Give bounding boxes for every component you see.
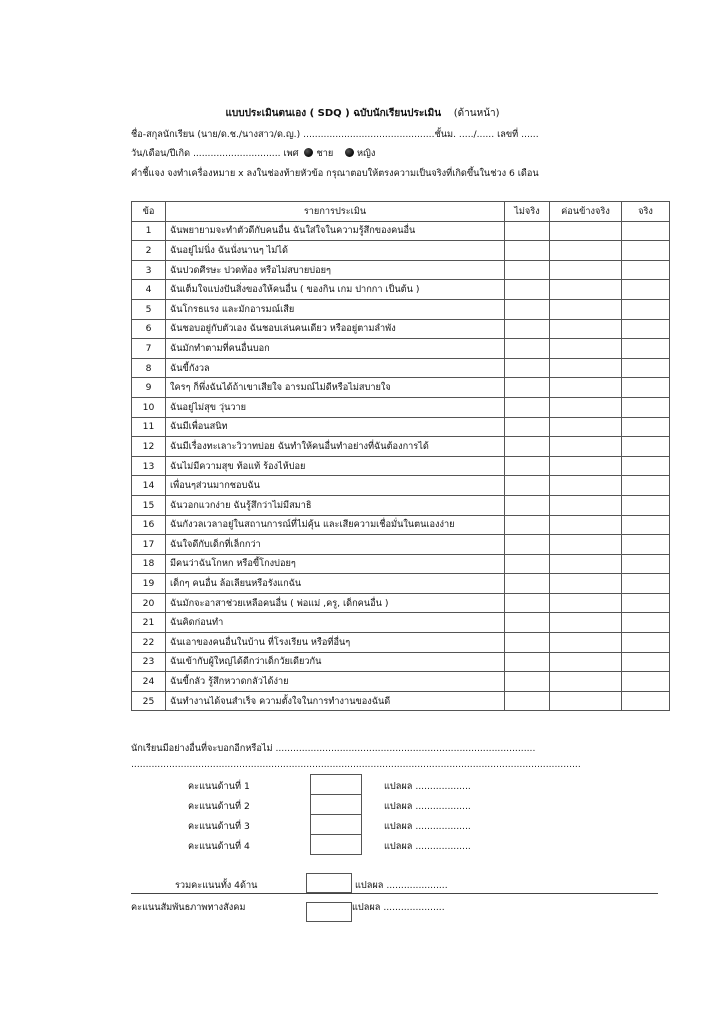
item-number: 11 bbox=[132, 417, 166, 437]
header-true: จริง bbox=[622, 202, 670, 222]
item-text: มีคนว่าฉันโกหก หรือขี้โกงบ่อยๆ bbox=[166, 554, 505, 574]
item-text: ฉันมักทำตามที่คนอื่นบอก bbox=[166, 339, 505, 359]
answer-not-true-cell[interactable] bbox=[505, 515, 550, 535]
answer-somewhat-true-cell[interactable] bbox=[550, 358, 622, 378]
item-text: ฉันเต็มใจแบ่งปันสิ่งของให้คนอื่น ( ของกิน เกม ปากกา เป็นต้น ) bbox=[166, 280, 505, 300]
item-text: ฉันชอบอยู่กับตัวเอง ฉันชอบเล่นคนเดียว หรืออยู่ตามลำพัง bbox=[166, 319, 505, 339]
header-somewhat-true: ค่อนข้างจริง bbox=[550, 202, 622, 222]
table-row bbox=[132, 260, 670, 280]
item-number: 14 bbox=[132, 476, 166, 496]
answer-somewhat-true-cell[interactable] bbox=[550, 476, 622, 496]
table-row bbox=[132, 339, 670, 359]
answer-somewhat-true-cell[interactable] bbox=[550, 633, 622, 653]
item-text: ฉันปวดศีรษะ ปวดท้อง หรือไม่สบายบ่อยๆ bbox=[166, 260, 505, 280]
male-label: ชาย bbox=[316, 148, 334, 159]
table-row bbox=[132, 241, 670, 261]
item-number: 12 bbox=[132, 437, 166, 457]
score-box-3[interactable] bbox=[310, 814, 362, 835]
item-number: 20 bbox=[132, 593, 166, 613]
answer-not-true-cell[interactable] bbox=[505, 417, 550, 437]
table-row bbox=[132, 633, 670, 653]
table-row bbox=[132, 280, 670, 300]
answer-somewhat-true-cell[interactable] bbox=[550, 241, 622, 261]
form-title-side: (ด้านหน้า) bbox=[453, 108, 500, 119]
table-row bbox=[132, 515, 670, 535]
answer-true-cell[interactable] bbox=[622, 437, 670, 457]
answer-true-cell[interactable] bbox=[622, 574, 670, 594]
birthdate-gender-line bbox=[131, 146, 375, 161]
item-text: ฉันกังวลเวลาอยู่ในสถานการณ์ที่ไม่คุ้น และเสียความเชื่อมั่นในตนเองง่าย bbox=[166, 515, 505, 535]
answer-somewhat-true-cell[interactable] bbox=[550, 554, 622, 574]
answer-true-cell[interactable] bbox=[622, 476, 670, 496]
answer-not-true-cell[interactable] bbox=[505, 280, 550, 300]
item-text: ฉันพยายามจะทำตัวดีกับคนอื่น ฉันใส่ใจในความรู้สึกของคนอื่น bbox=[166, 221, 505, 241]
item-number: 4 bbox=[132, 280, 166, 300]
answer-true-cell[interactable] bbox=[622, 339, 670, 359]
answer-true-cell[interactable] bbox=[622, 633, 670, 653]
social-score-interpret[interactable]: แปลผล ..................... bbox=[352, 902, 445, 913]
item-text: ฉันคิดก่อนทำ bbox=[166, 613, 505, 633]
item-text: เพื่อนๆส่วนมากชอบฉัน bbox=[166, 476, 505, 496]
answer-somewhat-true-cell[interactable] bbox=[550, 515, 622, 535]
answer-somewhat-true-cell[interactable] bbox=[550, 593, 622, 613]
answer-somewhat-true-cell[interactable] bbox=[550, 319, 622, 339]
answer-true-cell[interactable] bbox=[622, 495, 670, 515]
answer-true-cell[interactable] bbox=[622, 593, 670, 613]
item-number: 5 bbox=[132, 299, 166, 319]
item-text: ฉันขี้กลัว รู้สึกหวาดกลัวได้ง่าย bbox=[166, 672, 505, 692]
answer-somewhat-true-cell[interactable] bbox=[550, 260, 622, 280]
item-text: ฉันอยู่ไม่สุข วุ่นวาย bbox=[166, 397, 505, 417]
answer-not-true-cell[interactable] bbox=[505, 574, 550, 594]
answer-not-true-cell[interactable] bbox=[505, 476, 550, 496]
answer-not-true-cell[interactable] bbox=[505, 397, 550, 417]
answer-not-true-cell[interactable] bbox=[505, 593, 550, 613]
item-text: ฉันมักจะอาสาช่วยเหลือคนอื่น ( พ่อแม่ ,ครู, เด็กคนอื่น ) bbox=[166, 593, 505, 613]
answer-true-cell[interactable] bbox=[622, 397, 670, 417]
answer-not-true-cell[interactable] bbox=[505, 319, 550, 339]
table-row bbox=[132, 417, 670, 437]
score-interpret-2[interactable]: แปลผล ................... bbox=[384, 801, 471, 812]
table-row bbox=[132, 691, 670, 711]
other-comment-prompt[interactable]: นักเรียนมีอย่างอื่นที่จะบอกอีกหรือไม่ ......................................................................................... bbox=[131, 743, 536, 754]
answer-not-true-cell[interactable] bbox=[505, 652, 550, 672]
student-name-line[interactable]: ชื่อ-สกุลนักเรียน (นาย/ด.ช./นางสาว/ด.ญ.) .............................................ชั้นม. ...../...... เลขที่ ...... bbox=[131, 129, 539, 140]
item-text: ฉันเอาของคนอื่นในบ้าน ที่โรงเรียน หรือที่อื่นๆ bbox=[166, 633, 505, 653]
item-number: 17 bbox=[132, 535, 166, 555]
answer-somewhat-true-cell[interactable] bbox=[550, 417, 622, 437]
table-row bbox=[132, 378, 670, 398]
item-text: ฉันขี้กังวล bbox=[166, 358, 505, 378]
answer-somewhat-true-cell[interactable] bbox=[550, 495, 622, 515]
table-row bbox=[132, 535, 670, 555]
item-number: 6 bbox=[132, 319, 166, 339]
item-text: ฉันไม่มีความสุข ท้อแท้ ร้องไห้บ่อย bbox=[166, 456, 505, 476]
item-number: 24 bbox=[132, 672, 166, 692]
table-row bbox=[132, 319, 670, 339]
item-text: ฉันมีเพื่อนสนิท bbox=[166, 417, 505, 437]
table-row bbox=[132, 574, 670, 594]
answer-somewhat-true-cell[interactable] bbox=[550, 456, 622, 476]
item-number: 3 bbox=[132, 260, 166, 280]
answer-true-cell[interactable] bbox=[622, 319, 670, 339]
table-row bbox=[132, 397, 670, 417]
answer-not-true-cell[interactable] bbox=[505, 613, 550, 633]
item-number: 19 bbox=[132, 574, 166, 594]
total-score-label: รวมคะแนนทั้ง 4ด้าน bbox=[175, 880, 258, 891]
score-interpret-1[interactable]: แปลผล ................... bbox=[384, 781, 471, 792]
table-row bbox=[132, 672, 670, 692]
answer-true-cell[interactable] bbox=[622, 652, 670, 672]
answer-true-cell[interactable] bbox=[622, 691, 670, 711]
item-number: 13 bbox=[132, 456, 166, 476]
answer-not-true-cell[interactable] bbox=[505, 241, 550, 261]
answer-somewhat-true-cell[interactable] bbox=[550, 299, 622, 319]
score-label-4: คะแนนด้านที่ 4 bbox=[188, 841, 250, 852]
table-header-row bbox=[132, 202, 670, 222]
table-row bbox=[132, 495, 670, 515]
answer-somewhat-true-cell[interactable] bbox=[550, 378, 622, 398]
answer-not-true-cell[interactable] bbox=[505, 672, 550, 692]
item-number: 15 bbox=[132, 495, 166, 515]
answer-not-true-cell[interactable] bbox=[505, 691, 550, 711]
score-interpret-4[interactable]: แปลผล ................... bbox=[384, 841, 471, 852]
header-no: ข้อ bbox=[132, 202, 166, 222]
answer-somewhat-true-cell[interactable] bbox=[550, 535, 622, 555]
item-number: 9 bbox=[132, 378, 166, 398]
answer-somewhat-true-cell[interactable] bbox=[550, 574, 622, 594]
answer-true-cell[interactable] bbox=[622, 672, 670, 692]
item-number: 7 bbox=[132, 339, 166, 359]
item-text: ฉันเข้ากับผู้ใหญ่ได้ดีกว่าเด็กวัยเดียวกัน bbox=[166, 652, 505, 672]
answer-true-cell[interactable] bbox=[622, 515, 670, 535]
answer-somewhat-true-cell[interactable] bbox=[550, 652, 622, 672]
total-score-box[interactable] bbox=[306, 873, 352, 893]
answer-not-true-cell[interactable] bbox=[505, 299, 550, 319]
score-label-3: คะแนนด้านที่ 3 bbox=[188, 821, 250, 832]
other-comment-line[interactable]: .......................................................................................................................................................... bbox=[131, 759, 581, 770]
answer-not-true-cell[interactable] bbox=[505, 535, 550, 555]
answer-not-true-cell[interactable] bbox=[505, 633, 550, 653]
score-label-2: คะแนนด้านที่ 2 bbox=[188, 801, 250, 812]
answer-somewhat-true-cell[interactable] bbox=[550, 691, 622, 711]
score-box-1[interactable] bbox=[310, 774, 362, 795]
item-number: 10 bbox=[132, 397, 166, 417]
instruction-text: คำชี้แจง จงทำเครื่องหมาย x ลงในช่องท้ายหัวข้อ กรุณาตอบให้ตรงความเป็นจริงที่เกิดขึ้นในช่วง 6 เดือน bbox=[131, 168, 539, 179]
birthdate-label[interactable]: วัน/เดือน/ปีเกิด .............................. เพศ bbox=[131, 148, 299, 159]
item-number: 18 bbox=[132, 554, 166, 574]
item-number: 23 bbox=[132, 652, 166, 672]
answer-true-cell[interactable] bbox=[622, 280, 670, 300]
social-score-box[interactable] bbox=[306, 902, 352, 922]
table-row bbox=[132, 652, 670, 672]
table-row bbox=[132, 456, 670, 476]
item-number: 22 bbox=[132, 633, 166, 653]
table-row bbox=[132, 221, 670, 241]
answer-somewhat-true-cell[interactable] bbox=[550, 672, 622, 692]
item-text: ฉันใจดีกับเด็กที่เล็กกว่า bbox=[166, 535, 505, 555]
item-number: 1 bbox=[132, 221, 166, 241]
item-text: ฉันอยู่ไม่นิ่ง ฉันนั่งนานๆ ไม่ได้ bbox=[166, 241, 505, 261]
answer-not-true-cell[interactable] bbox=[505, 358, 550, 378]
male-radio-icon[interactable] bbox=[304, 148, 313, 157]
item-text: ฉันวอกแวกง่าย ฉันรู้สึกว่าไม่มีสมาธิ bbox=[166, 495, 505, 515]
answer-somewhat-true-cell[interactable] bbox=[550, 437, 622, 457]
answer-true-cell[interactable] bbox=[622, 299, 670, 319]
item-text: ฉันทำงานได้จนสำเร็จ ความตั้งใจในการทำงานของฉันดี bbox=[166, 691, 505, 711]
item-text: ฉันโกรธแรง และมักอารมณ์เสีย bbox=[166, 299, 505, 319]
answer-true-cell[interactable] bbox=[622, 241, 670, 261]
footer-divider bbox=[131, 893, 658, 894]
answer-true-cell[interactable] bbox=[622, 378, 670, 398]
answer-somewhat-true-cell[interactable] bbox=[550, 280, 622, 300]
answer-true-cell[interactable] bbox=[622, 613, 670, 633]
female-label: หญิง bbox=[357, 148, 376, 159]
score-label-1: คะแนนด้านที่ 1 bbox=[188, 781, 250, 792]
table-row bbox=[132, 358, 670, 378]
header-item: รายการประเมิน bbox=[166, 202, 505, 222]
item-text: เด็กๆ คนอื่น ล้อเลียนหรือรังแกฉัน bbox=[166, 574, 505, 594]
table-row bbox=[132, 437, 670, 457]
answer-not-true-cell[interactable] bbox=[505, 378, 550, 398]
answer-somewhat-true-cell[interactable] bbox=[550, 339, 622, 359]
score-box-4[interactable] bbox=[310, 834, 362, 855]
answer-true-cell[interactable] bbox=[622, 417, 670, 437]
answer-true-cell[interactable] bbox=[622, 221, 670, 241]
answer-not-true-cell[interactable] bbox=[505, 554, 550, 574]
form-title-text: แบบประเมินตนเอง ( SDQ ) ฉบับนักเรียนประเมิน bbox=[225, 108, 442, 119]
table-row bbox=[132, 593, 670, 613]
item-number: 16 bbox=[132, 515, 166, 535]
answer-true-cell[interactable] bbox=[622, 456, 670, 476]
assessment-table bbox=[131, 201, 670, 711]
table-row bbox=[132, 476, 670, 496]
score-box-2[interactable] bbox=[310, 794, 362, 815]
item-number: 21 bbox=[132, 613, 166, 633]
item-text: ใครๆ ก็พึ่งฉันได้ถ้าเขาเสียใจ อารมณ์ไม่ดีหรือไม่สบายใจ bbox=[166, 378, 505, 398]
answer-true-cell[interactable] bbox=[622, 358, 670, 378]
table-row bbox=[132, 613, 670, 633]
score-interpret-3[interactable]: แปลผล ................... bbox=[384, 821, 471, 832]
answer-somewhat-true-cell[interactable] bbox=[550, 613, 622, 633]
answer-not-true-cell[interactable] bbox=[505, 437, 550, 457]
item-text: ฉันมีเรื่องทะเลาะวิวาทบ่อย ฉันทำให้คนอื่นทำอย่างที่ฉันต้องการได้ bbox=[166, 437, 505, 457]
answer-not-true-cell[interactable] bbox=[505, 339, 550, 359]
answer-not-true-cell[interactable] bbox=[505, 456, 550, 476]
answer-true-cell[interactable] bbox=[622, 260, 670, 280]
header-not-true: ไม่จริง bbox=[505, 202, 550, 222]
answer-somewhat-true-cell[interactable] bbox=[550, 221, 622, 241]
answer-true-cell[interactable] bbox=[622, 535, 670, 555]
total-score-interpret[interactable]: แปลผล ..................... bbox=[355, 880, 448, 891]
form-title bbox=[0, 106, 725, 121]
answer-not-true-cell[interactable] bbox=[505, 495, 550, 515]
table-row bbox=[132, 554, 670, 574]
answer-not-true-cell[interactable] bbox=[505, 221, 550, 241]
item-number: 8 bbox=[132, 358, 166, 378]
item-number: 25 bbox=[132, 691, 166, 711]
table-row bbox=[132, 299, 670, 319]
answer-not-true-cell[interactable] bbox=[505, 260, 550, 280]
answer-somewhat-true-cell[interactable] bbox=[550, 397, 622, 417]
answer-true-cell[interactable] bbox=[622, 554, 670, 574]
social-score-label: คะแนนสัมพันธภาพทางสังคม bbox=[131, 902, 246, 913]
item-number: 2 bbox=[132, 241, 166, 261]
female-radio-icon[interactable] bbox=[345, 148, 354, 157]
